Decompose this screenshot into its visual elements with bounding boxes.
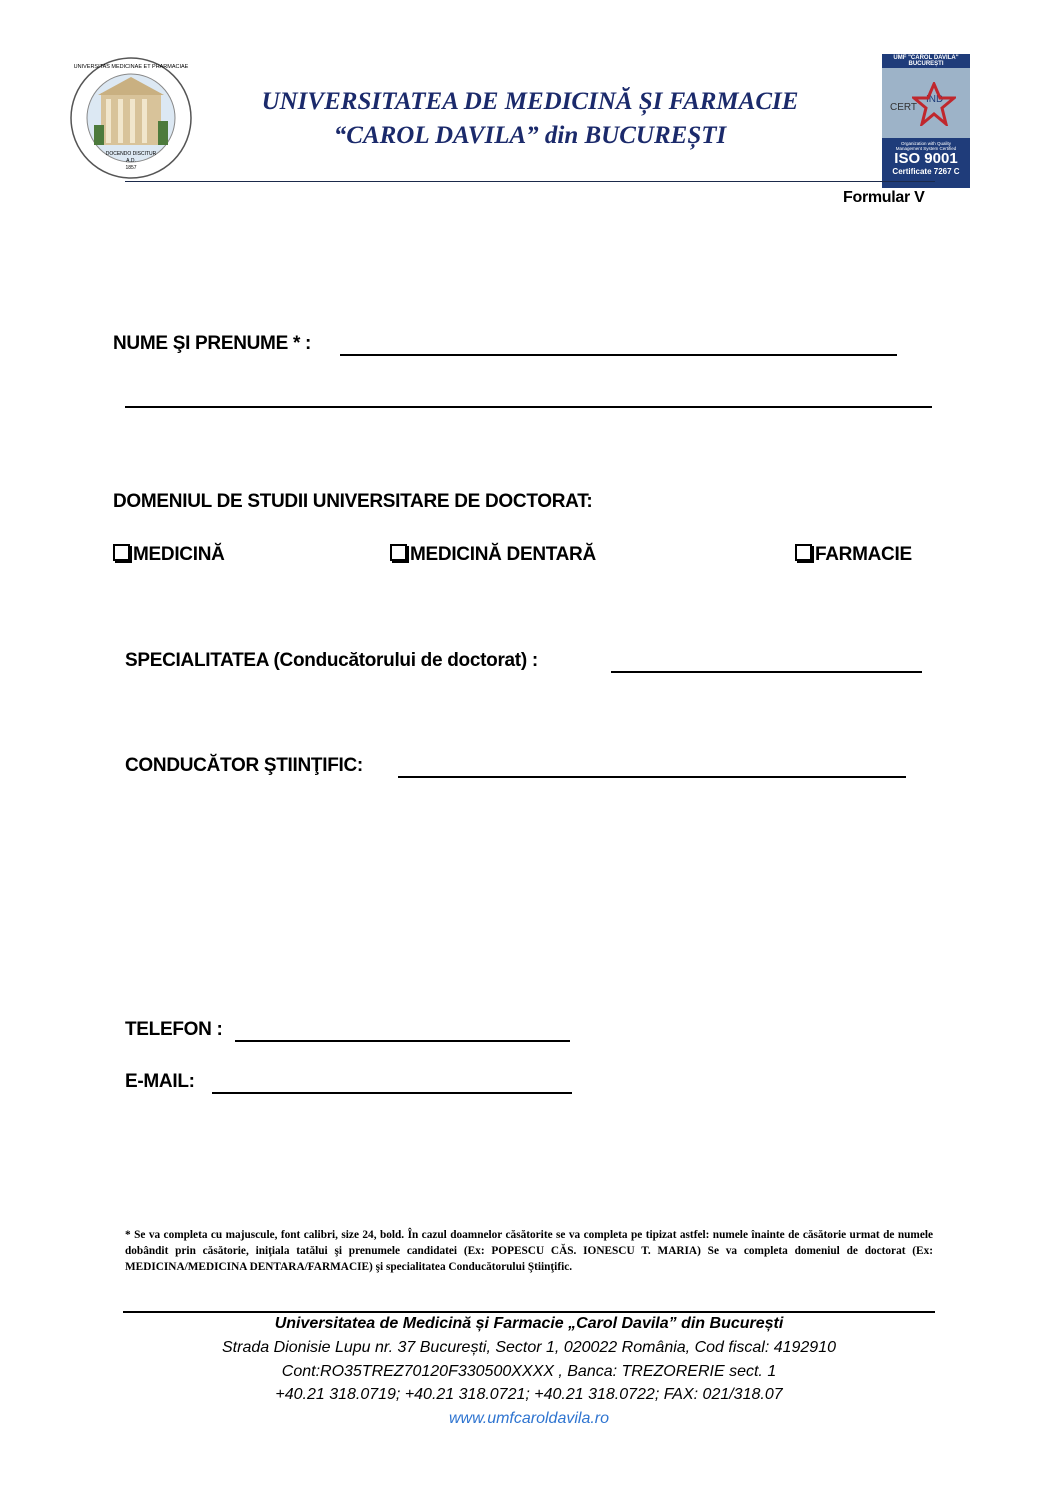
iso-org-text: Organization with Quality Management System Certified [895, 141, 957, 151]
svg-text:UNIVERSITAS MEDICINAE ET PHARM: UNIVERSITAS MEDICINAE ET PHARMACIAE [73, 64, 189, 70]
cert-star-icon [912, 82, 956, 126]
footer-university-name: Universitatea de Medicină și Farmacie „Carol Davila” din București [274, 1315, 784, 1332]
svg-text:DOCENDO DISCITUR: DOCENDO DISCITUR [105, 151, 157, 157]
domain-heading: DOMENIUL DE STUDII UNIVERSITARE DE DOCTORAT: [113, 491, 593, 512]
svg-text:A.D.: A.D. [126, 158, 136, 164]
iso-certificate: Certificate 7267 C [892, 167, 960, 176]
university-seal-logo [68, 55, 194, 181]
option-label: MEDICINĂ DENTARĂ [410, 544, 596, 565]
university-title-line2: “CAROL DAVILA” din BUCUREȘTI [333, 122, 727, 149]
specialty-label: SPECIALITATEA (Conducătorului de doctorat) : [125, 650, 538, 671]
option-label: FARMACIE [815, 544, 912, 565]
name-field[interactable] [340, 354, 897, 356]
iso-badge-top: UMF "CAROL DAVILA" BUCUREȘTI [882, 54, 970, 68]
footer-phones: +40.21 318.0719; +40.21 318.0721; +40.21 318.0722; FAX: 021/318.07 [275, 1386, 783, 1403]
checkbox[interactable] [795, 544, 812, 561]
footer-account: Cont:RO35TREZ70120F330500XXXX , Banca: TREZORERIE sect. 1 [281, 1363, 777, 1380]
email-label: E-MAIL: [125, 1071, 195, 1092]
domain-option-farmacie[interactable] [795, 544, 912, 566]
iso-cert-left: CERT [890, 102, 918, 113]
supervisor-label: CONDUCĂTOR ŞTIINŢIFIC: [125, 755, 363, 776]
checkbox[interactable] [390, 544, 407, 561]
name-field-line2[interactable] [125, 406, 932, 408]
supervisor-field[interactable] [398, 776, 906, 778]
header-divider [125, 181, 935, 182]
name-label: NUME ŞI PRENUME * : [113, 333, 312, 354]
phone-label: TELEFON : [125, 1019, 223, 1040]
iso-certification-badge [882, 54, 970, 179]
specialty-field[interactable] [611, 671, 922, 673]
university-title-line1: UNIVERSITATEA DE MEDICINĂ ȘI FARMACIE [261, 88, 799, 115]
footer-divider [123, 1311, 935, 1313]
footer-address: Strada Dionisie Lupu nr. 37 București, Sector 1, 020022 România, Cod fiscal: 4192910 [222, 1339, 836, 1356]
option-label: MEDICINĂ [133, 544, 225, 565]
footer-website-link[interactable]: www.umfcaroldavila.ro [448, 1410, 610, 1427]
iso-standard: ISO 9001 [894, 150, 958, 167]
form-id: Formular V [843, 189, 925, 206]
iso-cert-right: IND [926, 94, 944, 105]
checkbox[interactable] [113, 544, 130, 561]
domain-option-medicina[interactable] [113, 544, 225, 566]
email-field[interactable] [212, 1092, 572, 1094]
domain-option-medicina-dentara[interactable] [390, 544, 596, 566]
footnote: * Se va completa cu majuscule, font calibri, size 24, bold. În cazul doamnelor căsătorite se va completa pe tipizat astfel: numele înainte de căsătorie urmat de numele dobândit prin căsătorie, iniţiala tatălui şi prenumele candidatei (Ex: POPESCU CĂS. IONESCU T. MARIA) Se va completa domeniul de doctorat (Ex: MEDICINA/MEDICINA DENTARA/FARMACIE) şi specialitatea Conducătorului Ştiinţific. [125, 1229, 933, 1273]
svg-text:1857: 1857 [125, 165, 137, 171]
phone-field[interactable] [235, 1040, 570, 1042]
